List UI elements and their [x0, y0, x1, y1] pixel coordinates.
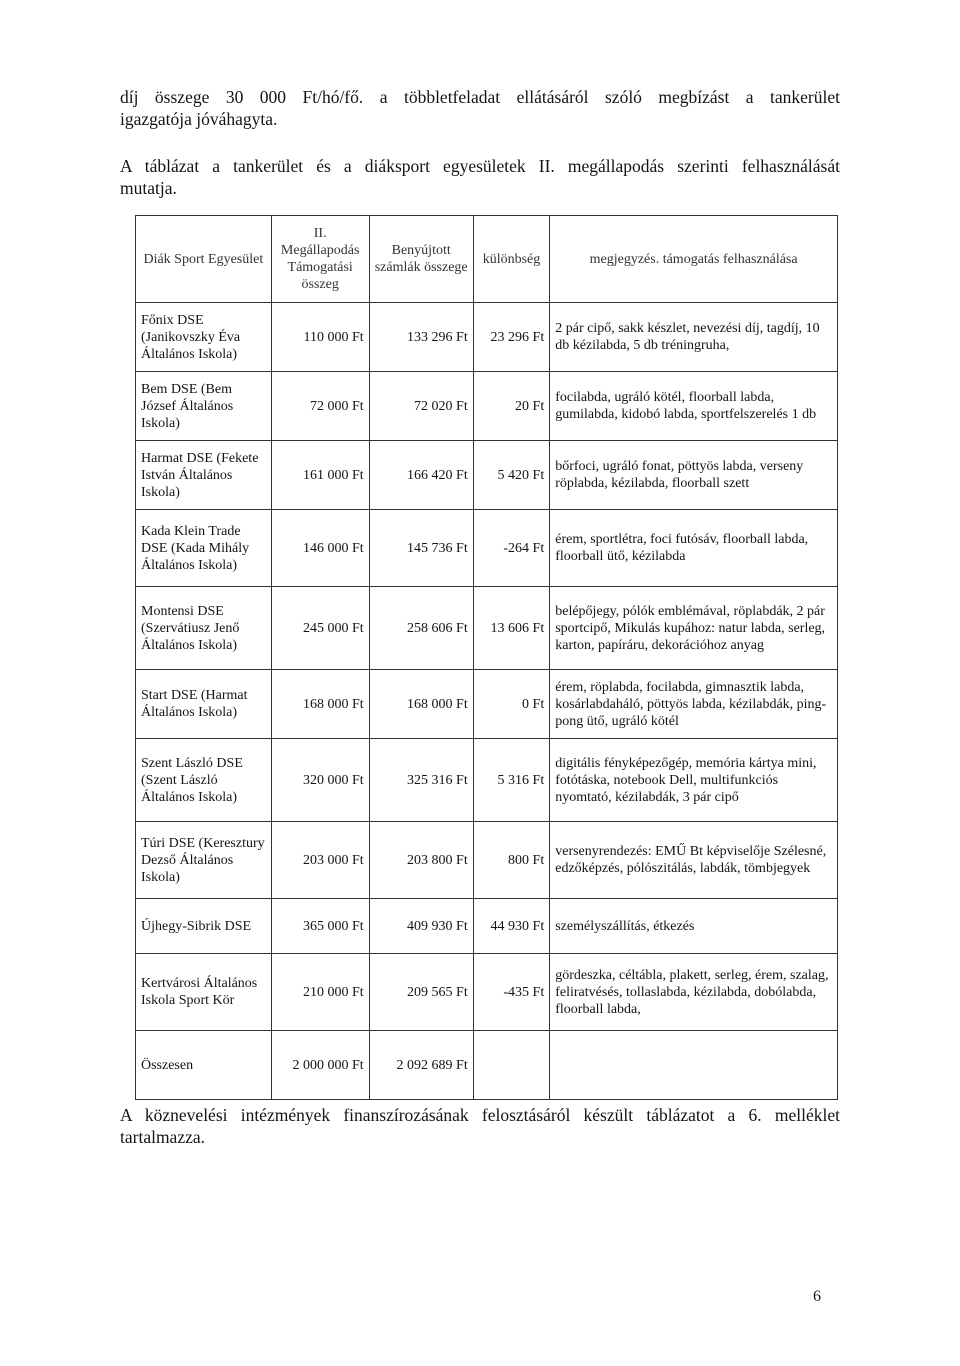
cell-invoices: 133 296 Ft [369, 303, 473, 372]
cell-invoices: 325 316 Ft [369, 739, 473, 822]
cell-total-label: Összesen [136, 1031, 272, 1100]
cell-total-note [550, 1031, 838, 1100]
cell-invoices: 168 000 Ft [369, 670, 473, 739]
cell-note: érem, röplabda, focilabda, gimnasztik labda, kosárlabdaháló, pöttyös labda, kézilabdák, ping-pong ütő, ugráló kötél [550, 670, 838, 739]
dse-funding-table [135, 215, 838, 1100]
header-note: megjegyzés. támogatás felhasználása [550, 216, 838, 303]
cell-total-difference [473, 1031, 550, 1100]
cell-difference: 5 316 Ft [473, 739, 550, 822]
cell-association: Főnix DSE (Janikovszky Éva Általános Iskola) [136, 303, 272, 372]
table-row [136, 954, 838, 1031]
table-intro-line-1: A táblázat a tankerület és a diáksport egyesületek II. megállapodás szerinti felhasználását [120, 156, 840, 176]
cell-support: 110 000 Ft [271, 303, 369, 372]
cell-support: 210 000 Ft [271, 954, 369, 1031]
cell-note: bőrfoci, ugráló fonat, pöttyös labda, verseny röplabda, kézilabda, floorball szett [550, 441, 838, 510]
cell-support: 203 000 Ft [271, 822, 369, 899]
table-row [136, 899, 838, 954]
cell-support: 168 000 Ft [271, 670, 369, 739]
cell-association: Start DSE (Harmat Általános Iskola) [136, 670, 272, 739]
page-number: 6 [813, 1288, 821, 1305]
cell-difference: 0 Ft [473, 670, 550, 739]
table-row [136, 303, 838, 372]
cell-association: Montensi DSE (Szervátiusz Jenő Általános Iskola) [136, 587, 272, 670]
closing-paragraph [120, 1104, 840, 1148]
cell-support: 146 000 Ft [271, 510, 369, 587]
cell-difference: 5 420 Ft [473, 441, 550, 510]
table-row [136, 670, 838, 739]
cell-association: Bem DSE (Bem József Általános Iskola) [136, 372, 272, 441]
header-invoice-total: Benyújtott számlák összege [369, 216, 473, 303]
cell-association: Kada Klein Trade DSE (Kada Mihály Általános Iskola) [136, 510, 272, 587]
cell-note: érem, sportlétra, foci futósáv, floorball labda, floorball ütő, kézilabda [550, 510, 838, 587]
table-header-row [136, 216, 838, 303]
cell-association: Szent László DSE (Szent László Általános Iskola) [136, 739, 272, 822]
cell-difference: 23 296 Ft [473, 303, 550, 372]
table-row [136, 372, 838, 441]
cell-support: 72 000 Ft [271, 372, 369, 441]
cell-difference: -435 Ft [473, 954, 550, 1031]
table-row [136, 510, 838, 587]
cell-support: 245 000 Ft [271, 587, 369, 670]
cell-difference: 800 Ft [473, 822, 550, 899]
header-association: Diák Sport Egyesület [136, 216, 272, 303]
cell-difference: 20 Ft [473, 372, 550, 441]
intro-paragraph [120, 86, 840, 130]
cell-support: 365 000 Ft [271, 899, 369, 954]
table-row [136, 739, 838, 822]
cell-note: személyszállítás, étkezés [550, 899, 838, 954]
cell-difference: -264 Ft [473, 510, 550, 587]
cell-support: 320 000 Ft [271, 739, 369, 822]
cell-note: gördeszka, céltábla, plakett, serleg, érem, szalag, feliratvésés, tollaslabda, kézilabda, dobólabda, floorball labda, [550, 954, 838, 1031]
cell-total-invoices: 2 092 689 Ft [369, 1031, 473, 1100]
cell-support: 161 000 Ft [271, 441, 369, 510]
cell-note: belépőjegy, pólók emblémával, röplabdák, 2 pár sportcipő, Mikulás kupához: natur labda, serleg, karton, papíráru, dekorációhoz anyag [550, 587, 838, 670]
cell-invoices: 209 565 Ft [369, 954, 473, 1031]
cell-note: digitális fényképezőgép, memória kártya mini, fotótáska, notebook Dell, multifunkciós nyomtató, kézilabdák, 3 pár cipő [550, 739, 838, 822]
cell-note: 2 pár cipő, sakk készlet, nevezési díj, tagdíj, 10 db kézilabda, 5 db tréningruha, [550, 303, 838, 372]
intro-line-1: díj összege 30 000 Ft/hó/fő. a többletfeladat ellátásáról szóló megbízást a tankerület [120, 87, 840, 107]
table-row [136, 441, 838, 510]
cell-association: Újhegy-Sibrik DSE [136, 899, 272, 954]
closing-line-2: tartalmazza. [120, 1127, 206, 1147]
cell-difference: 44 930 Ft [473, 899, 550, 954]
cell-invoices: 203 800 Ft [369, 822, 473, 899]
cell-invoices: 258 606 Ft [369, 587, 473, 670]
cell-association: Kertvárosi Általános Iskola Sport Kör [136, 954, 272, 1031]
table-row [136, 822, 838, 899]
table-intro-paragraph [120, 155, 840, 199]
table-row [136, 587, 838, 670]
closing-line-1: A köznevelési intézmények finanszírozásának felosztásáról készült táblázatot a 6. melléklet [120, 1105, 840, 1125]
cell-association: Harmat DSE (Fekete István Általános Iskola) [136, 441, 272, 510]
cell-invoices: 409 930 Ft [369, 899, 473, 954]
table-intro-line-2: mutatja. [120, 178, 177, 198]
intro-line-2: igazgatója jóváhagyta. [120, 109, 278, 129]
cell-note: versenyrendezés: EMŰ Bt képviselője Szélesné, edzőképzés, pólószitálás, labdák, tömbjegyek [550, 822, 838, 899]
cell-invoices: 72 020 Ft [369, 372, 473, 441]
table-total-row [136, 1031, 838, 1100]
header-difference: különbség [473, 216, 550, 303]
cell-total-support: 2 000 000 Ft [271, 1031, 369, 1100]
cell-note: focilabda, ugráló kötél, floorball labda, gumilabda, kidobó labda, sportfelszerelés 1 db [550, 372, 838, 441]
cell-invoices: 145 736 Ft [369, 510, 473, 587]
cell-invoices: 166 420 Ft [369, 441, 473, 510]
cell-association: Túri DSE (Keresztury Dezső Általános Iskola) [136, 822, 272, 899]
cell-difference: 13 606 Ft [473, 587, 550, 670]
header-support-amount: II. Megállapodás Támogatási összeg [271, 216, 369, 303]
